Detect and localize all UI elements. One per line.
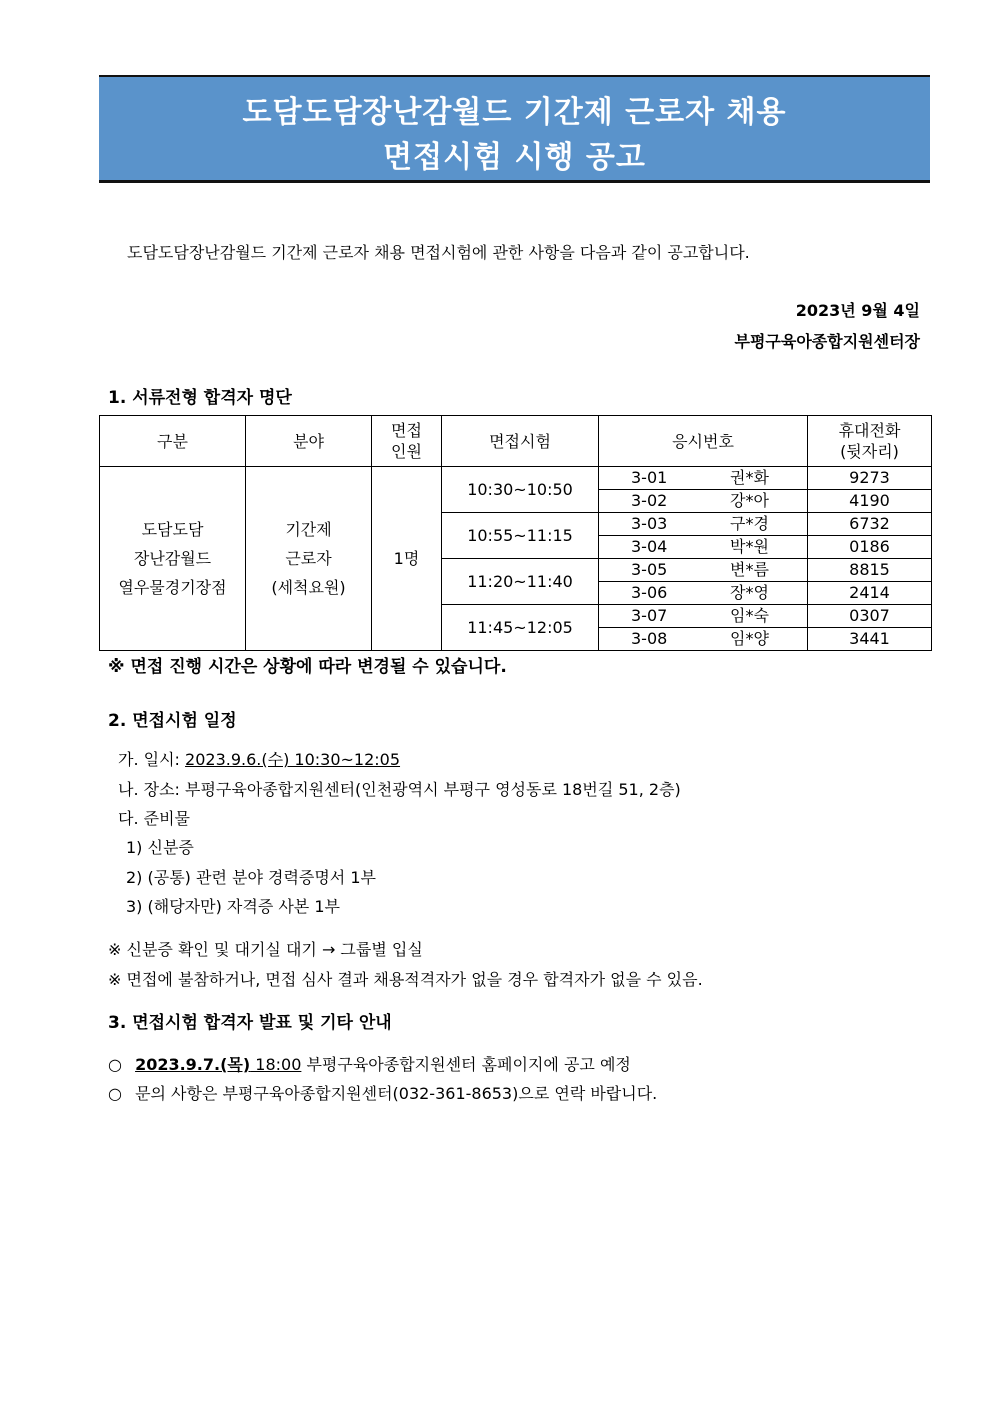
applicant-name: 구*경	[730, 514, 769, 533]
notice-date: 2023년 9월 4일	[795, 301, 920, 320]
material-item-3: 3) (해당자만) 자격증 사본 1부	[126, 897, 340, 916]
applicant-number: 3-04	[631, 537, 668, 556]
applicant-name: 장*영	[730, 583, 769, 602]
header-count-text: 면접 인원	[391, 421, 422, 461]
schedule-note-2: ※ 면접에 불참하거나, 면접 심사 결과 채용적격자가 없을 경우 합격자가 없을 수 있음.	[108, 970, 703, 989]
table-note: ※ 면접 진행 시간은 상황에 따라 변경될 수 있습니다.	[108, 657, 507, 677]
applicant-number: 3-08	[631, 629, 668, 648]
applicant-cell	[599, 582, 808, 605]
applicant-cell	[599, 628, 808, 651]
phone-cell: 0186	[808, 536, 932, 559]
schedule-materials: 다. 준비물	[118, 809, 190, 828]
applicant-cell	[599, 467, 808, 490]
section-2-title: 2. 면접시험 일정	[108, 711, 237, 731]
phone-cell: 9273	[808, 467, 932, 490]
applicant-cell	[599, 490, 808, 513]
title-line-1: 도담도담장난감월드 기간제 근로자 채용	[242, 95, 787, 130]
time-cell: 10:30~10:50	[442, 467, 599, 513]
field-cell	[246, 467, 372, 651]
material-item-2: 2) (공통) 관련 분야 경력증명서 1부	[126, 868, 376, 887]
header-count	[372, 416, 442, 467]
title-banner	[99, 75, 930, 183]
header-number: 응시번호	[599, 416, 808, 467]
time-cell: 10:55~11:15	[442, 513, 599, 559]
announcement-line-1	[108, 1052, 631, 1075]
applicant-cell	[599, 605, 808, 628]
section-1-title: 1. 서류전형 합격자 명단	[108, 388, 292, 408]
bullet-circle: ○	[108, 1084, 122, 1103]
applicant-name: 임*숙	[730, 606, 769, 625]
applicant-number: 3-06	[631, 583, 668, 602]
applicant-number: 3-02	[631, 491, 668, 510]
applicant-cell	[599, 559, 808, 582]
header-time: 면접시험	[442, 416, 599, 467]
applicant-number: 3-03	[631, 514, 668, 533]
table-header-row	[100, 416, 932, 467]
field-line: 근로자	[285, 549, 332, 568]
field-line: (세척요원)	[271, 578, 346, 597]
schedule-datetime-value: 2023.9.6.(수) 10:30~12:05	[185, 750, 401, 769]
schedule-datetime-label: 가. 일시:	[118, 750, 186, 769]
category-line: 장난감월드	[133, 549, 212, 568]
category-line: 열우물경기장점	[118, 578, 227, 597]
time-cell: 11:45~12:05	[442, 605, 599, 651]
applicant-number: 3-07	[631, 606, 668, 625]
applicant-name: 강*아	[730, 491, 769, 510]
count-cell: 1명	[372, 467, 442, 651]
phone-cell: 6732	[808, 513, 932, 536]
intro-text: 도담도담장난감월드 기간제 근로자 채용 면접시험에 관한 사항을 다음과 같이 공고합니다.	[127, 243, 750, 262]
header-phone-text: 휴대전화 (뒷자리)	[838, 421, 901, 461]
title-line-2: 면접시험 시행 공고	[383, 140, 646, 175]
announcement-line-2	[108, 1081, 657, 1104]
phone-cell: 0307	[808, 605, 932, 628]
schedule-note-1: ※ 신분증 확인 및 대기실 대기 → 그룹별 입실	[108, 940, 423, 959]
schedule-datetime	[118, 747, 400, 770]
announcement-date: 2023.9.7.(목)	[135, 1055, 251, 1074]
phone-cell: 2414	[808, 582, 932, 605]
header-category: 구분	[100, 416, 246, 467]
phone-cell: 8815	[808, 559, 932, 582]
category-line: 도담도담	[141, 520, 204, 539]
time-cell: 11:20~11:40	[442, 559, 599, 605]
announcement-rest: 부평구육아종합지원센터 홈페이지에 공고 예정	[301, 1055, 631, 1074]
applicant-name: 임*양	[730, 629, 769, 648]
applicant-name: 변*름	[730, 560, 769, 579]
applicant-cell	[599, 513, 808, 536]
issuer-name: 부평구육아종합지원센터장	[734, 332, 920, 351]
category-cell	[100, 467, 246, 651]
applicant-cell	[599, 536, 808, 559]
contact-text: 문의 사항은 부평구육아종합지원센터(032-361-8653)으로 연락 바랍니다.	[135, 1084, 658, 1103]
applicant-number: 3-05	[631, 560, 668, 579]
section-3-title: 3. 면접시험 합격자 발표 및 기타 안내	[108, 1013, 392, 1033]
applicant-number: 3-01	[631, 468, 668, 487]
header-phone	[808, 416, 932, 467]
phone-cell: 4190	[808, 490, 932, 513]
bullet-circle: ○	[108, 1055, 122, 1074]
field-line: 기간제	[285, 520, 332, 539]
phone-cell: 3441	[808, 628, 932, 651]
applicant-name: 박*원	[730, 537, 769, 556]
table-row	[100, 467, 932, 490]
schedule-location: 나. 장소: 부평구육아종합지원센터(인천광역시 부평구 영성동로 18번길 51, 2층)	[118, 780, 681, 799]
applicant-table	[99, 415, 932, 651]
applicant-name: 권*화	[730, 468, 769, 487]
header-field: 분야	[246, 416, 372, 467]
announcement-time: 18:00	[250, 1055, 302, 1074]
material-item-1: 1) 신분증	[126, 838, 194, 857]
